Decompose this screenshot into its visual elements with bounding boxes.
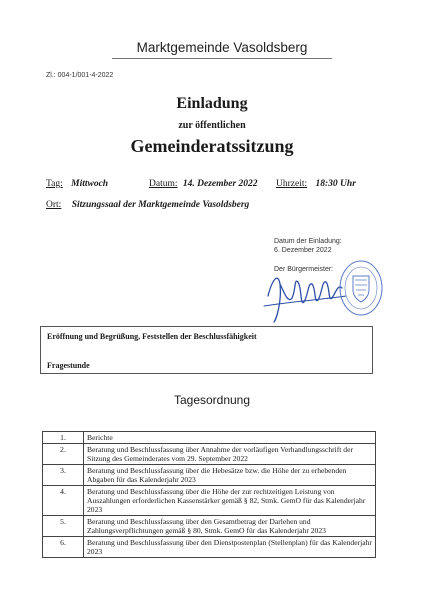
day-label: Tag:: [46, 179, 63, 189]
agenda-text: Beratung und Beschlussfassung über Annahme der vorläufigen Verhandlungsschrift der Sitzung des Gemeinderates vom 29. September 2022: [84, 444, 376, 465]
agenda-number: 2.: [43, 444, 84, 465]
agenda-text: Beratung und Beschlussfassung über den Gesamtbetrag der Darlehen und Zahlungsverpflichtungen gemäß § 80, Stmk. GemO für das Kalenderjahr 2023: [84, 516, 376, 537]
table-row: [43, 516, 376, 537]
opening-item: Eröffnung und Begrüßung, Feststellen der Beschlussfähigkeit: [47, 332, 257, 341]
agenda-text: Berichte: [84, 432, 376, 444]
table-row: [43, 537, 376, 558]
place-label: Ort:: [46, 200, 62, 210]
agenda-number: 3.: [43, 465, 84, 486]
title-council-meeting: Gemeinderatssitzung: [130, 136, 294, 156]
mayor-signature: [258, 262, 348, 324]
time-label: Uhrzeit:: [276, 179, 308, 189]
invitation-date-label: Datum der Einladung:: [274, 238, 342, 245]
title-public: zur öffentlichen: [178, 120, 246, 131]
meeting-date: [149, 179, 258, 189]
table-row: [43, 465, 376, 486]
reference-number: Zl.: 004-1/001-4-2022: [46, 72, 114, 79]
time-value: 18:30 Uhr: [315, 179, 356, 189]
table-row: [43, 486, 376, 516]
agenda-text: Beratung und Beschlussfassung über den Dienstpostenplan (Stellenplan) für das Kalenderjahr 2023: [84, 537, 376, 558]
agenda-number: 1.: [43, 432, 84, 444]
table-row: [43, 444, 376, 465]
day-value: Mittwoch: [71, 179, 109, 189]
date-label: Datum:: [149, 179, 178, 189]
place-value: Sitzungssaal der Marktgemeinde Vasoldsberg: [71, 200, 250, 210]
agenda-number: 6.: [43, 537, 84, 558]
municipal-seal-icon: [338, 258, 384, 318]
meeting-time: [276, 179, 356, 189]
header-rule: [112, 58, 332, 59]
meeting-day: [46, 179, 108, 189]
invitation-date-value: 6. Dezember 2022: [274, 247, 332, 254]
agenda-table: [42, 431, 376, 558]
agenda-text: Beratung und Beschlussfassung über die Höhe der zur rechtzeitigen Leistung von Auszahlungen erforderlichen Kassenstärker gemäß § 82, Stmk. GemO für das Kalenderjahr 2023: [84, 486, 376, 516]
agenda-number: 5.: [43, 516, 84, 537]
agenda-text: Beratung und Beschlussfassung über die Hebesätze bzw. die Höhe der zu erhebenden Abgaben für das Kalenderjahr 2023: [84, 465, 376, 486]
invitation-date: [274, 237, 342, 255]
mayor-label: Der Bürgermeister:: [274, 266, 334, 273]
opening-box: [40, 326, 373, 374]
question-time-item: Fragestunde: [47, 361, 90, 370]
meeting-place: [46, 200, 249, 210]
municipality-name: Marktgemeinde Vasoldsberg: [136, 40, 308, 55]
table-row: [43, 432, 376, 444]
agenda-heading: Tagesordnung: [173, 393, 251, 407]
agenda-number: 4.: [43, 486, 84, 516]
title-invitation: Einladung: [176, 95, 248, 112]
date-value: 14. Dezember 2022: [182, 179, 258, 189]
